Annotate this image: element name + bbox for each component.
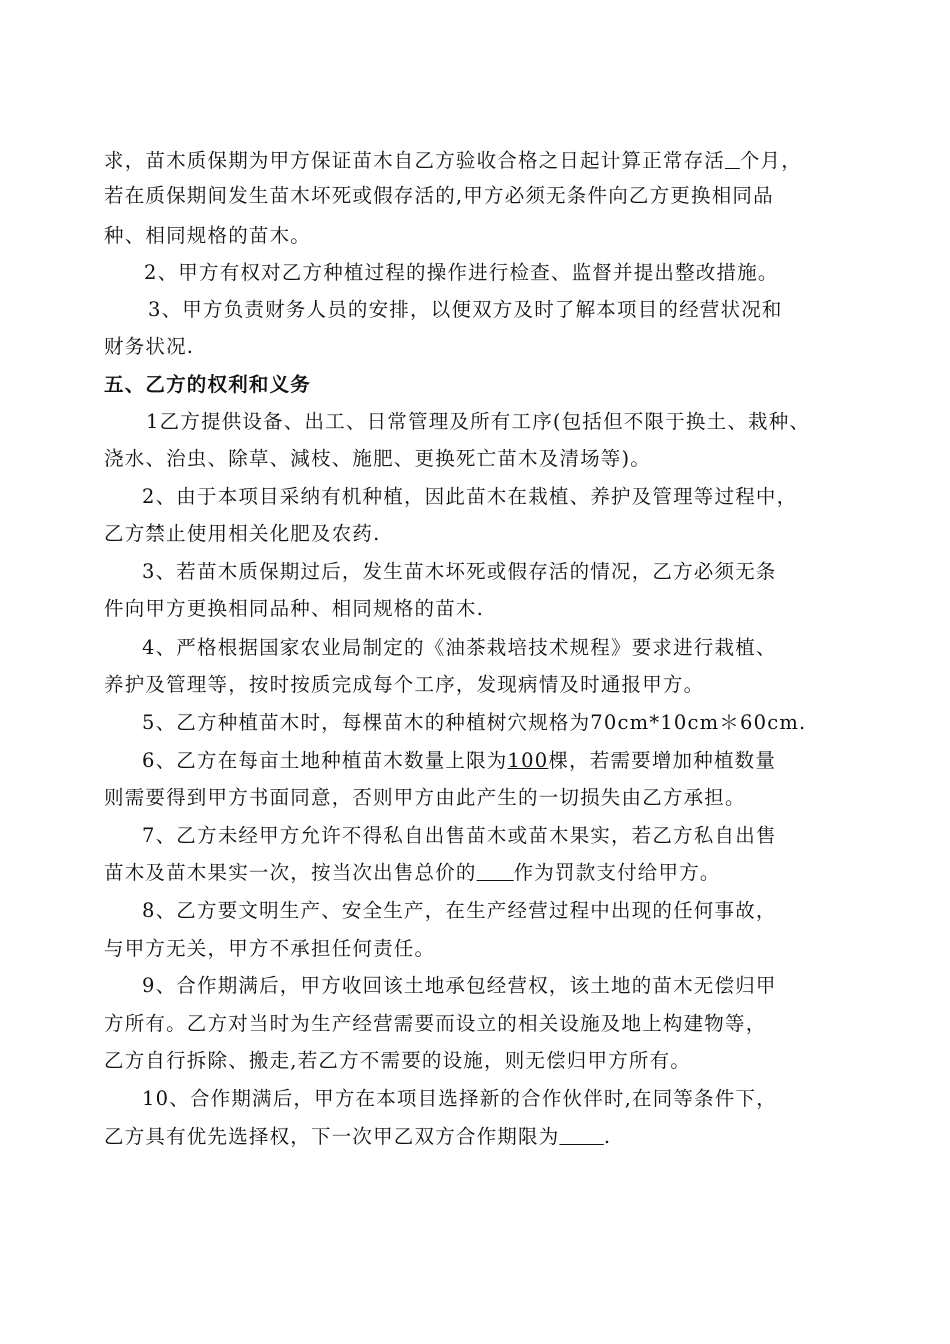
text-span: . (603, 1125, 612, 1148)
text-line: 若在质保期间发生苗木坏死或假存活的,甲方必须无条件向乙方更换相同品 (104, 184, 774, 207)
text-line (142, 747, 776, 775)
text-span: 求，苗木质保期为甲方保证苗木自乙方验收合格之日起计算正常存活 (104, 149, 726, 172)
text-line: 财务状况. (104, 335, 195, 358)
text-line: 7、乙方未经甲方允许不得私自出售苗木或苗木果实，若乙方私自出售 (142, 824, 777, 847)
text-span: 乙方具有优先选择权，下一次甲乙双方合作期限为 (104, 1125, 560, 1148)
text-line: 乙方禁止使用相关化肥及农药. (104, 522, 381, 545)
text-line: 2、甲方有权对乙方种植过程的操作进行检查、监督并提出整改措施。 (144, 261, 779, 284)
text-line: 方所有。乙方对当时为生产经营需要而设立的相关设施及地上构建物等， (104, 1012, 767, 1035)
text-line: 9、合作期满后，甲方收回该土地承包经营权，该土地的苗木无偿归甲 (142, 974, 777, 997)
text-line: 2、由于本项目采纳有机种植，因此苗木在栽植、养护及管理等过程中， (142, 485, 798, 508)
text-span: 个月， (739, 149, 802, 172)
text-line: 3、甲方负责财务人员的安排，以便双方及时了解本项目的经营状况和 (148, 298, 783, 321)
text-line (104, 147, 802, 175)
text-line: 件向甲方更换相同品种、相同规格的苗木. (104, 597, 484, 620)
blank-field (477, 861, 514, 884)
text-line: 养护及管理等，按时按质完成每个工序，发现病情及时通报甲方。 (104, 673, 705, 696)
text-span: 苗木及苗木果实一次，按当次出售总价的 (104, 861, 477, 884)
text-line: 10、合作期满后，甲方在本项目选择新的合作伙伴时,在同等条件下， (142, 1087, 777, 1110)
text-line: 则需要得到甲方书面同意，否则甲方由此产生的一切损失由乙方承担。 (104, 786, 746, 809)
text-line (104, 1123, 611, 1151)
text-span: 棵，若需要增加种植数量 (548, 749, 777, 772)
text-line (104, 859, 721, 887)
text-line: 4、严格根据国家农业局制定的《油茶栽培技术规程》要求进行栽植、 (142, 636, 777, 659)
text-line: 5、乙方种植苗木时，每棵苗木的种植树穴规格为70cm*10cm＊60cm. (142, 711, 807, 734)
text-span: 作为罚款支付给甲方。 (513, 861, 721, 884)
blank-field (559, 1125, 603, 1148)
text-line: 1乙方提供设备、出工、日常管理及所有工序(包括但不限于换土、栽种、 (146, 410, 811, 433)
text-span: 6、乙方在每亩土地种植苗木数量上限为 (142, 749, 508, 772)
text-line: 3、若苗木质保期过后，发生苗木坏死或假存活的情况，乙方必须无条 (142, 560, 777, 583)
text-line: 与甲方无关，甲方不承担任何责任。 (104, 937, 436, 960)
text-line: 种、相同规格的苗木。 (104, 224, 312, 247)
text-line: 乙方自行拆除、搬走,若乙方不需要的设施，则无偿归甲方所有。 (104, 1049, 691, 1072)
section-heading: 五、乙方的权利和义务 (104, 373, 312, 396)
blank-field (725, 149, 740, 172)
underlined-value: 100 (507, 749, 549, 772)
text-line: 8、乙方要文明生产、安全生产，在生产经营过程中出现的任何事故， (142, 899, 777, 922)
text-line: 浇水、治虫、除草、減枝、施肥、更换死亡苗木及清场等)。 (104, 447, 652, 470)
